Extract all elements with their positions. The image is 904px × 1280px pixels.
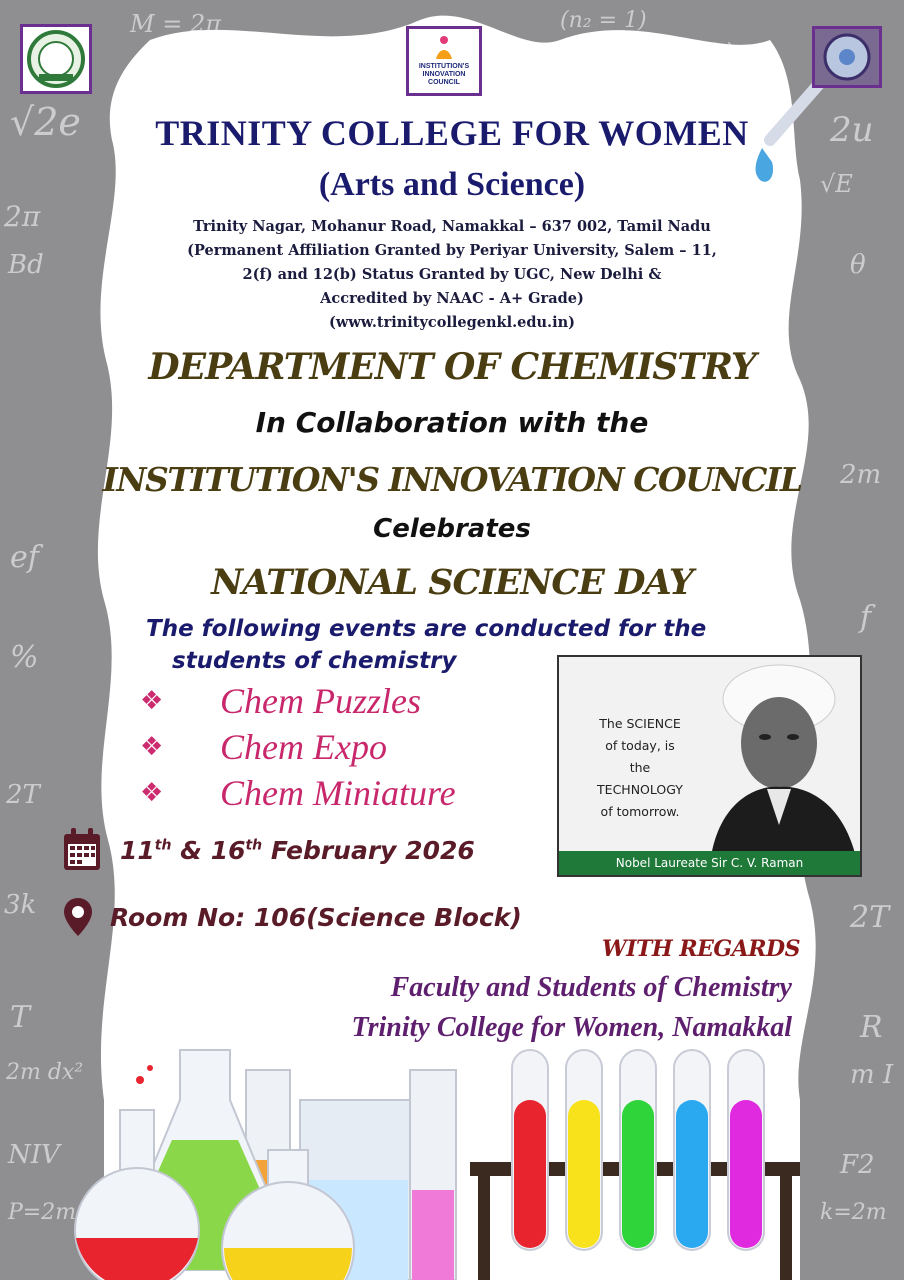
quote-text: The SCIENCE of today, is the TECHNOLOGY of tomorrow. [597, 716, 683, 819]
test-tube-magenta [728, 1050, 764, 1250]
event-name: Chem Miniature [220, 773, 456, 813]
test-tube-blue [674, 1050, 710, 1250]
portrait-quote-box [557, 655, 862, 877]
list-item [140, 726, 387, 768]
calendar-icon [62, 828, 102, 872]
department-title: DEPARTMENT OF CHEMISTRY [148, 346, 756, 388]
background-formulas: √2e 2π Bd ef % 2T 3k T 2m dx² NIV P=2m M = 2π (n₂ = 1) 2u √E θ 2m f 2T R m I F2 k=2m [4, 8, 894, 1225]
test-tube-green [620, 1050, 656, 1250]
address-line-2: (Permanent Affiliation Granted by Periyar University, Salem – 11, [187, 242, 717, 259]
list-item [140, 680, 421, 722]
intro-line-2: students of chemistry [172, 648, 457, 674]
lab-glassware-illustration [0, 1030, 904, 1280]
event-title: NATIONAL SCIENCE DAY [211, 562, 693, 603]
iic-figure-icon [431, 35, 457, 61]
address-line-3: 2(f) and 12(b) Status Granted by UGC, New Delhi & [242, 266, 662, 283]
event-dates: 11th & 16th February 2026 [120, 835, 475, 865]
test-tube-yellow [566, 1050, 602, 1250]
website-link[interactable]: (www.trinitycollegenkl.edu.in) [328, 314, 576, 331]
college-subtitle: (Arts and Science) [318, 166, 586, 203]
test-tube-red [512, 1050, 548, 1250]
event-name: Chem Expo [220, 727, 387, 767]
event-name: Chem Puzzles [220, 681, 421, 721]
bullet-icon: ❖ [140, 778, 164, 808]
location-pin-icon [64, 898, 92, 936]
regards-label: WITH REGARDS [602, 936, 800, 962]
celebrates-line: Celebrates [373, 514, 531, 544]
bullet-icon: ❖ [140, 686, 164, 716]
college-name: TRINITY COLLEGE FOR WOMEN [155, 113, 749, 153]
intro-line-1: The following events are conducted for the [146, 616, 707, 642]
venue-row [64, 898, 522, 936]
address-line-4: Accredited by NAAC - A+ Grade) [320, 290, 584, 307]
portrait-image [691, 657, 861, 857]
department-emblem-logo [812, 26, 882, 88]
sign-line-2: Trinity College for Women, Namakkal [351, 1012, 792, 1043]
date-row [62, 828, 475, 872]
list-item [140, 772, 456, 814]
iic-logo [406, 26, 482, 96]
sign-line-1: Faculty and Students of Chemistry [390, 972, 792, 1003]
bullet-icon: ❖ [140, 732, 164, 762]
portrait-caption: Nobel Laureate Sir C. V. Raman [559, 851, 860, 875]
address-line-1: Trinity Nagar, Mohanur Road, Namakkal – 637 002, Tamil Nadu [193, 218, 711, 235]
college-seal-logo [20, 24, 92, 94]
venue-text: Room No: 106(Science Block) [110, 902, 522, 932]
collaboration-line: In Collaboration with the [255, 406, 649, 439]
council-title: INSTITUTION'S INNOVATION COUNCIL [102, 460, 802, 499]
iic-logo-text: INSTITUTION'S INNOVATION COUNCIL [418, 63, 470, 86]
